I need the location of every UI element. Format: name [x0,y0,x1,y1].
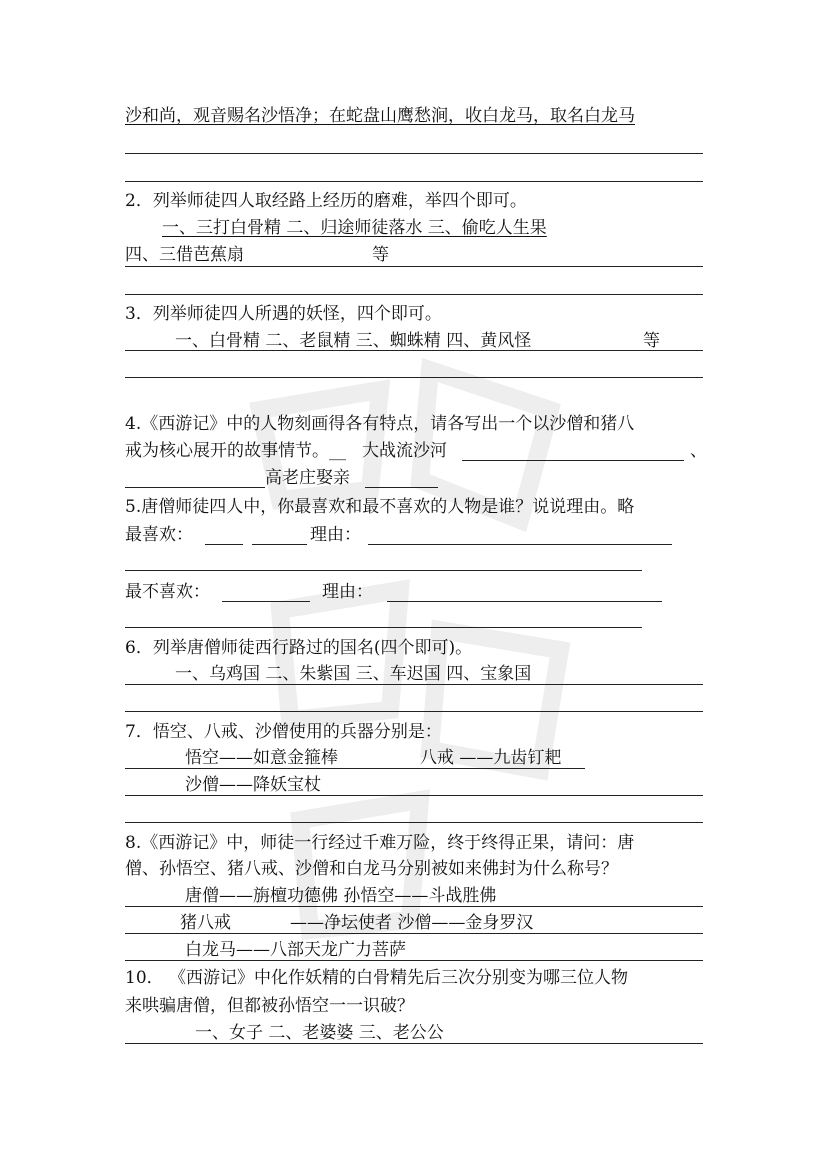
q10-line1: 10． 《西游记》中化作妖精的白骨精先后三次分别变为哪三位人物 [125,968,629,988]
answer-blank [387,601,662,602]
answer-line [125,933,703,934]
q4-answer1: 大战流沙河 [362,441,447,461]
q4-answer2: 高老庄娶亲 [265,468,350,488]
q8-answer2-rest: ——净坛使者 沙僧——金身罗汉 [290,913,534,933]
q2-answer2-end: 等 [372,245,389,265]
q5-reason-label-2: 理由： [322,582,373,602]
answer-blank [125,487,265,488]
answer-line [125,684,703,685]
q7-question: 7．悟空、八戒、沙僧使用的兵器分别是： [125,722,442,742]
answer-blank [365,487,438,488]
q4-line1: 4.《西游记》中的人物刻画得各有特点，请各写出一个以沙僧和猪八 [125,414,635,434]
answer-line [125,960,703,961]
q4-comma: 、 [690,441,707,461]
answer-blank [462,460,684,461]
q8-answer3: 白龙马——八部天龙广力菩萨 [185,940,406,960]
q3-question: 3．列举师徒四人所遇的妖怪，四个即可。 [125,304,442,324]
q10-line2: 来哄骗唐僧，但都被孙悟空一一识破？ [125,996,414,1016]
answer-line [125,822,703,823]
q10-answer: 一、女子 二、老婆婆 三、老公公 [195,1023,444,1043]
answer-line [125,906,703,907]
answer-blank [252,544,307,545]
answer-line [125,570,642,571]
q2-answer2-start: 四、三借芭蕉扇 [125,245,244,265]
q3-suffix: 等 [643,331,660,351]
q8-line2: 僧、孙悟空、猪八戒、沙僧和白龙马分别被如来佛封为什么称号？ [125,859,618,879]
q8-line1: 8.《西游记》中，师徒一行经过千难万险，终于终得正果，请问：唐 [125,833,635,853]
q1-line1: 沙和尚，观音赐名沙悟净；在蛇盘山鹰愁涧，收白龙马，取名白龙马 [125,106,635,126]
answer-line [125,181,703,182]
q6-question: 6．列举唐僧师徒西行路过的国名(四个即可)。 [125,638,473,658]
q3-answer: 一、白骨精 二、老鼠精 三、蜘蛛精 四、黄风怪 [175,331,532,351]
q5-question: 5.唐僧师徒四人中，你最喜欢和最不喜欢的人物是谁？说说理由。略 [125,497,635,517]
answer-line [125,795,703,796]
q5-fav-label: 最喜欢： [125,525,193,545]
answer-line [125,266,703,267]
q5-least-label: 最不喜欢： [125,582,210,602]
answer-line [125,350,703,351]
answer-line [125,711,703,712]
q2-answer1: 一、三打白骨精 二、归途师徒落水 三、偷吃人生果 [162,218,547,238]
q7-answer-bajie: 八戒 ——九齿钉耙 [420,748,562,768]
q4-line2-prefix: 戒为核心展开的故事情节。__ [125,441,346,461]
q7-answer-shaseng: 沙僧——降妖宝杖 [185,775,321,795]
answer-line [125,153,703,154]
answer-blank [205,544,243,545]
q8-answer2-name: 猪八戒 [180,913,231,933]
answer-line [125,377,703,378]
answer-line [125,627,642,628]
q8-answer1: 唐僧——旃檀功德佛 孙悟空——斗战胜佛 [185,886,497,906]
answer-line [125,1043,703,1044]
q7-answer-wukong: 悟空——如意金箍棒 [185,748,338,768]
q2-question: 2．列举师徒四人取经路上经历的磨难，举四个即可。 [125,191,527,211]
answer-line [125,294,703,295]
q5-reason-label: 理由： [310,525,361,545]
answer-line [125,768,585,769]
answer-blank [368,544,672,545]
q6-answer: 一、乌鸡国 二、朱紫国 三、车迟国 四、宝象国 [175,664,532,684]
answer-blank [222,601,310,602]
